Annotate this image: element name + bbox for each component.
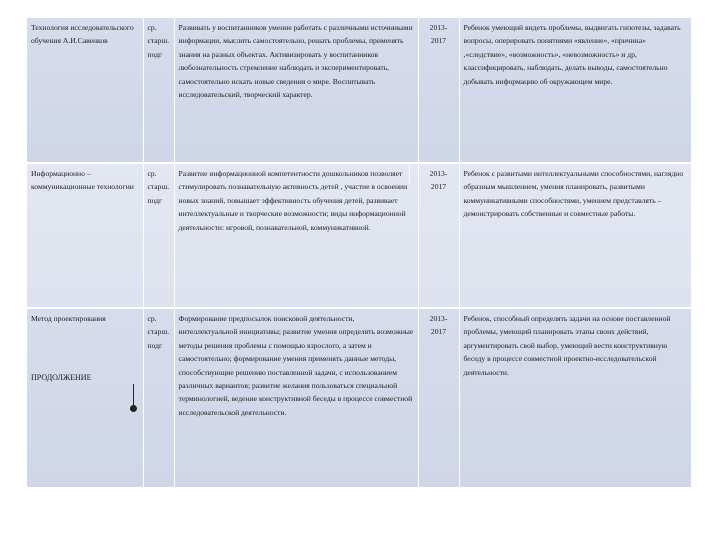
age-cell: ср. старш. подг: [143, 308, 174, 488]
technology-cell: Информационно – коммуникационные технологии: [27, 163, 143, 308]
goals-cell: Развитие информационной компетентности дошкольников позволяет стимулировать познавательную активность детей , участие в освоении новых знаний, повышает эффективность обучения детей, развивает интеллектуальные и творческие возможности; виды информационной деятельности: игровой, познавательной, коммуникативной.: [174, 163, 418, 308]
result-cell: Ребенок с развитыми интеллектуальными способностями, наглядно образным мышлением, умения планировать, развитыми коммуникативными способностями, умением представлять – демонстрировать собственные и совместные работы.: [459, 163, 691, 308]
table-row: [27, 308, 691, 488]
technology-cell: [27, 308, 143, 488]
continue-link[interactable]: ПРОДОЛЖЕНИЕ: [31, 373, 92, 383]
technology-cell: Технология исследовательского обучения А.И.Савенков: [27, 18, 143, 163]
result-cell: Ребенок умеющий видеть проблемы, выдвигать гипотезы, задавать вопросы, оперировать понятиями «явление», «причина» ,«следствие», «возможность», «невозможность» и др, классифицировать, наблюдать, делать выводы, самостоятельно добывать информацию об окружающем мире.: [459, 18, 691, 163]
age-cell: ср. старш. подг: [143, 18, 174, 163]
years-cell: 2013-2017: [418, 18, 459, 163]
years-cell: 2013-2017: [418, 308, 459, 488]
table-row: [27, 18, 691, 163]
cell-divider: [409, 165, 410, 185]
technology-label: Метод проектирования: [31, 314, 106, 323]
result-cell: Ребенок, способный определять задачи на основе поставленной проблемы, умеющий планировать этапы своих действий, аргументировать свой выбор, умеющий вести конструктивную беседу в процессе совместной проектно-исследовательской деятельности.: [459, 308, 691, 488]
age-cell: ср. старш. подг: [143, 163, 174, 308]
cursor-dot-icon: [130, 405, 137, 412]
goals-cell: Формирование предпосылок поисковой деятельности, интеллектуальной инициативы; развитие умения определять возможные методы решения проблемы с помощью взрослого, а затем и самостоятельно; формирование умения применять данные методы, способствующие решению поставленной задачи, с использованием различных вариантов; развитие желания пользоваться специальной терминологией, ведение конструктивной беседы в процессе совместной исследовательской деятельности.: [174, 308, 418, 488]
years-cell: 2013-2017: [418, 163, 459, 308]
table-row: [27, 163, 691, 308]
methods-table: [27, 18, 691, 489]
goals-cell: Развивать у воспитанников умение работать с различными источниками информации, мыслить самостоятельно, решать проблемы, применять знания на разных объектах. Активизировать у воспитанников любознательность стремление наблюдать и экспериментировать, самостоятельно искать новые сведения о мире. Воспитывать исследовательский, творческий характер.: [174, 18, 418, 163]
